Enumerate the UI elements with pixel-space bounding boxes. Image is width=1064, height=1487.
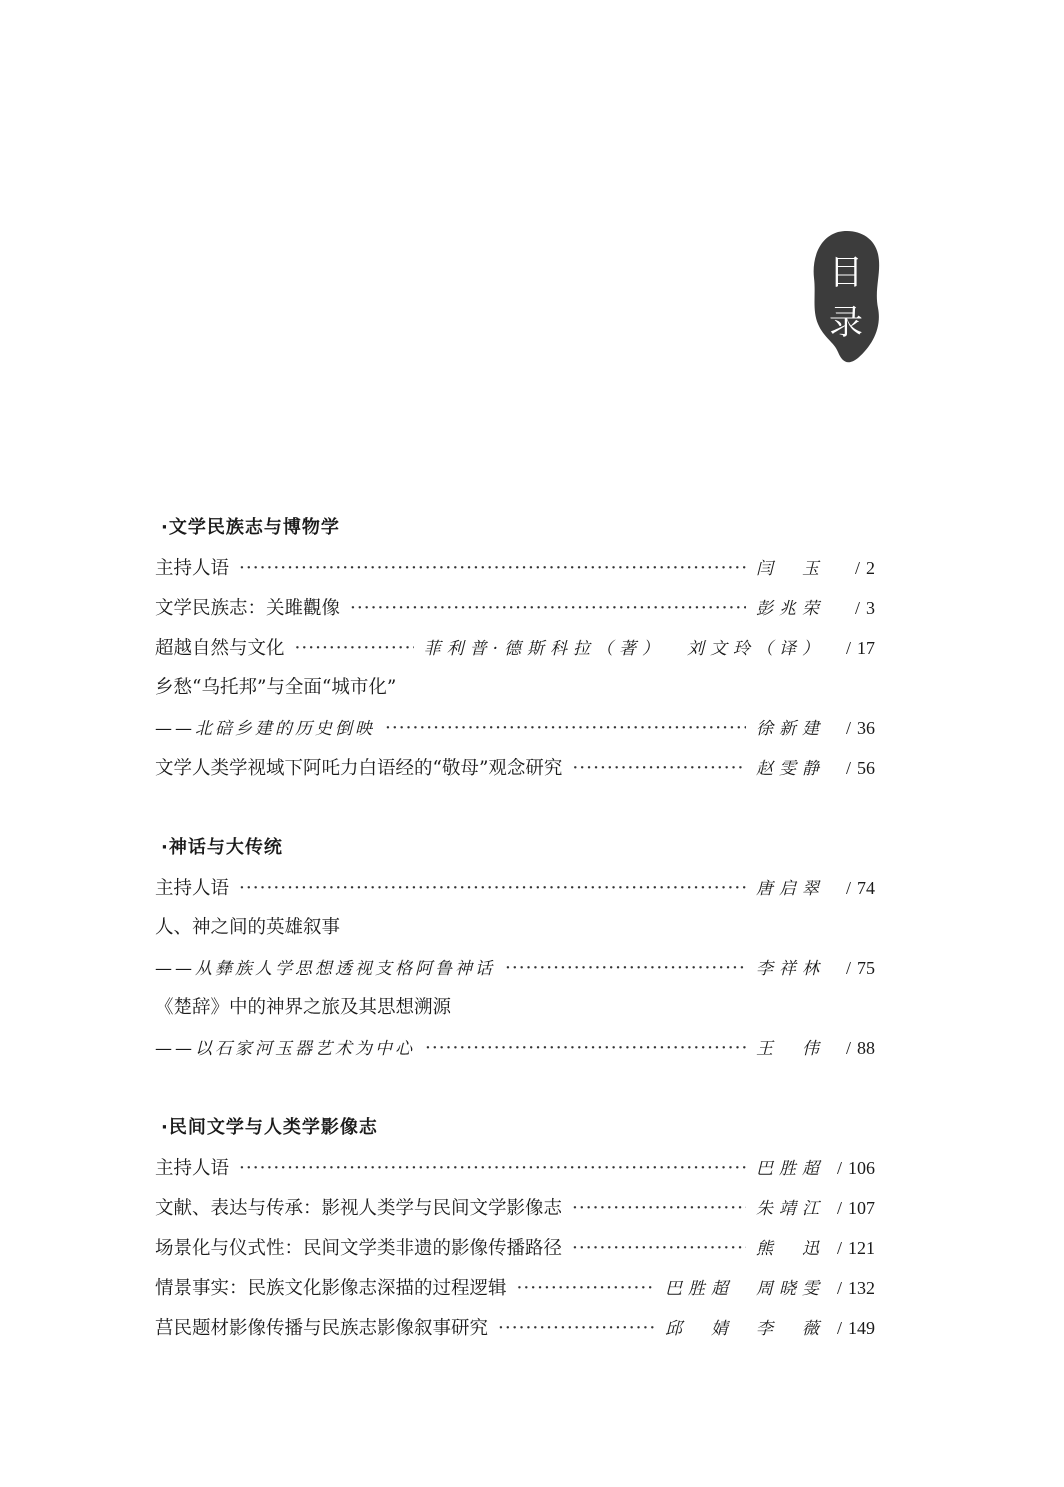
entry-author: 李 薇	[756, 1319, 825, 1339]
page-number: 106	[848, 1158, 875, 1178]
toc-entry[interactable]	[155, 588, 875, 628]
entry-title: 人、神之间的英雄叙事	[155, 917, 341, 938]
entry-title: ——从彝族人学思想透视支格阿鲁神话	[155, 959, 495, 979]
toc-entry-subtitle[interactable]	[155, 708, 875, 748]
entry-author: 周晓雯	[756, 1279, 825, 1299]
entry-title: 文献、表达与传承：影视人类学与民间文学影像志	[155, 1198, 563, 1219]
dot-leader	[425, 1029, 746, 1069]
toc-section	[155, 828, 875, 1068]
dot-leader	[572, 749, 746, 789]
entry-page	[825, 588, 875, 628]
entry-author: 菲利普·德斯科拉（著）	[423, 639, 665, 659]
entry-title: ——以石家河玉器艺术为中心	[155, 1039, 415, 1059]
dot-leader	[239, 869, 746, 909]
entry-page	[825, 948, 875, 988]
section-title: ·民间文学与人类学影像志	[161, 1117, 378, 1138]
toc-entry[interactable]	[155, 668, 875, 708]
toc-entry[interactable]	[155, 868, 875, 908]
entry-author: 巴胜超	[665, 1279, 734, 1299]
entry-title: 主持人语	[155, 558, 230, 579]
page-slash: /	[836, 1238, 842, 1258]
page-number: 121	[848, 1238, 875, 1258]
dot-leader	[350, 589, 746, 629]
entry-author: 邱 婧	[665, 1319, 734, 1339]
entry-page	[825, 1188, 875, 1228]
entry-author: 赵雯静	[756, 759, 825, 779]
seal-char-1: 目	[829, 253, 863, 293]
entry-title: 超越自然与文化	[155, 638, 285, 659]
entry-page	[825, 1028, 875, 1068]
dot-leader	[239, 549, 746, 589]
toc-section	[155, 508, 875, 788]
page-number: 75	[857, 958, 875, 978]
entry-title: 场景化与仪式性：民间文学类非遗的影像传播路径	[155, 1238, 563, 1259]
toc-entry[interactable]	[155, 1268, 875, 1308]
dot-leader	[295, 629, 414, 669]
page-number: 17	[857, 638, 875, 658]
page-number: 74	[857, 878, 875, 898]
entry-page	[825, 628, 875, 668]
entry-page	[825, 1148, 875, 1188]
entry-title: 《楚辞》中的神界之旅及其思想溯源	[155, 997, 452, 1018]
toc-entry[interactable]	[155, 1228, 875, 1268]
page-number: 3	[866, 598, 875, 618]
entry-page	[825, 1308, 875, 1348]
entry-author: 唐启翠	[756, 879, 825, 899]
toc-section	[155, 1108, 875, 1348]
entry-page	[825, 1228, 875, 1268]
entry-page	[825, 1268, 875, 1308]
entry-author: 徐新建	[756, 719, 825, 739]
page-number: 88	[857, 1038, 875, 1058]
page-number: 132	[848, 1278, 875, 1298]
section-title: ·文学民族志与博物学	[161, 517, 340, 538]
toc-entry[interactable]	[155, 1148, 875, 1188]
entry-page	[825, 548, 875, 588]
page-slash: /	[836, 1318, 842, 1338]
toc-entry[interactable]	[155, 1308, 875, 1348]
page-slash: /	[845, 1038, 851, 1058]
toc-entry-subtitle[interactable]	[155, 1028, 875, 1068]
entry-author: 彭兆荣	[756, 599, 825, 619]
page-slash: /	[836, 1198, 842, 1218]
page-slash: /	[845, 638, 851, 658]
page-slash: /	[836, 1278, 842, 1298]
entry-title: 主持人语	[155, 878, 230, 899]
toc-entry[interactable]	[155, 988, 875, 1028]
dot-leader	[498, 1309, 655, 1349]
seal-char-2: 录	[829, 303, 863, 343]
dot-leader	[517, 1269, 655, 1309]
section-title: ·神话与大传统	[161, 837, 283, 858]
entry-author: 刘文玲（译）	[687, 639, 825, 659]
page-slash: /	[845, 758, 851, 778]
table-of-contents	[155, 508, 875, 1348]
entry-title: 乡愁“乌托邦”与全面“城市化”	[155, 677, 397, 698]
entry-page	[825, 708, 875, 748]
dot-leader	[239, 1149, 746, 1189]
page-slash: /	[845, 718, 851, 738]
page-number: 36	[857, 718, 875, 738]
entry-title: ——北碚乡建的历史倒映	[155, 719, 375, 739]
entry-page	[825, 748, 875, 788]
toc-entry[interactable]	[155, 908, 875, 948]
entry-title: 情景事实：民族文化影像志深描的过程逻辑	[155, 1278, 507, 1299]
entry-author: 李祥林	[756, 959, 825, 979]
page-slash: /	[854, 558, 860, 578]
page-number: 149	[848, 1318, 875, 1338]
toc-seal	[808, 228, 884, 366]
page-slash: /	[854, 598, 860, 618]
page-number: 2	[866, 558, 875, 578]
dot-leader	[505, 949, 746, 989]
toc-entry[interactable]	[155, 1188, 875, 1228]
page-slash: /	[836, 1158, 842, 1178]
entry-author: 巴胜超	[756, 1159, 825, 1179]
entry-author: 熊 迅	[756, 1239, 825, 1259]
page-slash: /	[845, 878, 851, 898]
page-slash: /	[845, 958, 851, 978]
toc-entry-subtitle[interactable]	[155, 948, 875, 988]
toc-entry[interactable]	[155, 548, 875, 588]
entry-author: 王 伟	[756, 1039, 825, 1059]
dot-leader	[572, 1229, 746, 1269]
toc-entry[interactable]	[155, 628, 875, 668]
toc-entry[interactable]	[155, 748, 875, 788]
entry-title: 文学民族志：关雎觀像	[155, 598, 341, 619]
dot-leader	[572, 1189, 746, 1229]
page-number: 107	[848, 1198, 875, 1218]
entry-title: 文学人类学视域下阿吒力白语经的“敬母”观念研究	[155, 758, 563, 779]
entry-title: 莒民题材影像传播与民族志影像叙事研究	[155, 1318, 489, 1339]
entry-title: 主持人语	[155, 1158, 230, 1179]
entry-page	[825, 868, 875, 908]
dot-leader	[385, 709, 746, 749]
entry-author: 闫 玉	[756, 559, 825, 579]
page-number: 56	[857, 758, 875, 778]
entry-author: 朱靖江	[756, 1199, 825, 1219]
